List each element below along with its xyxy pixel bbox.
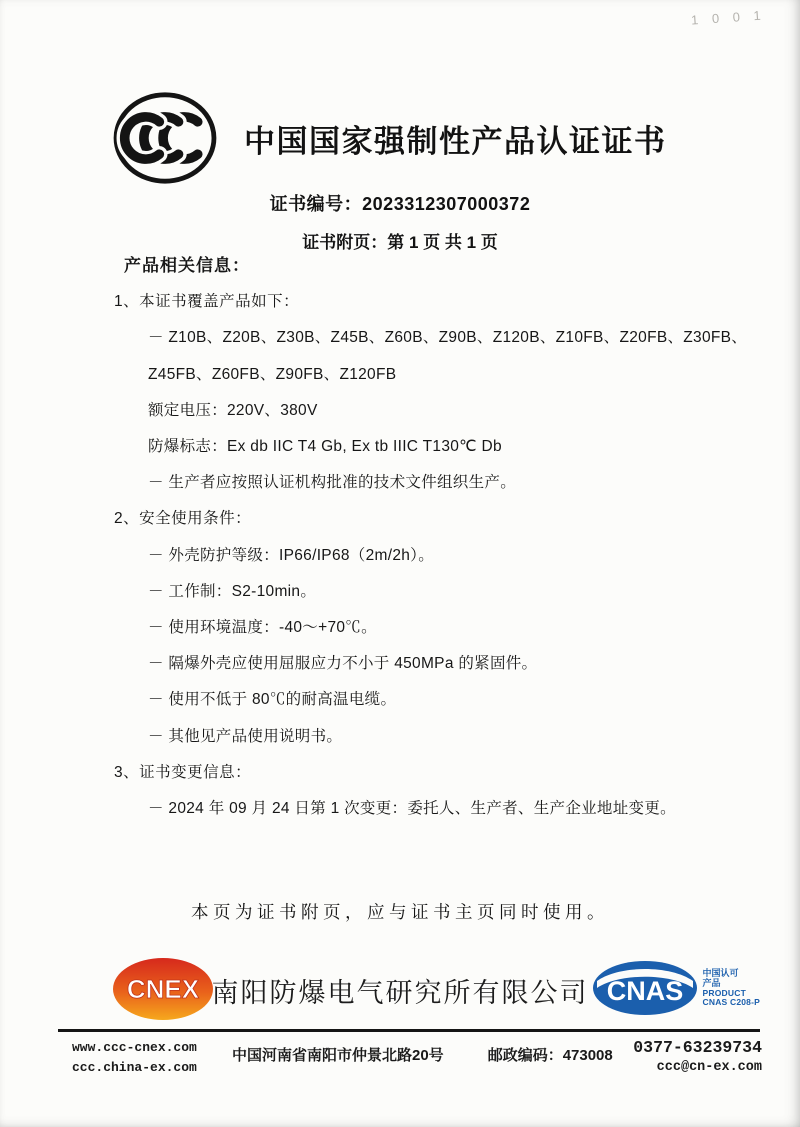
explosion-proof-marking-line: 防爆标志：Ex db IIC T4 Gb, Ex tb IIIC T130℃ Db	[148, 438, 502, 456]
website-secondary: ccc.china-ex.com	[72, 1060, 197, 1076]
cnas-accreditation-text	[703, 968, 760, 1008]
annex-usage-note: 本页为证书附页，应与证书主页同时使用。	[191, 902, 609, 922]
email-address: ccc@cn-ex.com	[656, 1060, 762, 1076]
footer-divider-rule	[58, 1029, 760, 1032]
cnex-wordmark: CNEX	[126, 974, 200, 1004]
certificate-header	[112, 90, 667, 186]
issuer-address: 中国河南省南阳市仲景北路20号	[232, 1047, 444, 1064]
product-information-section	[114, 248, 754, 827]
clause-safe-use-conditions: 2、安全使用条件：	[114, 510, 252, 528]
clause-covered-products: 1、本证书覆盖产品如下：	[114, 293, 300, 311]
section-title-product-info: 产品相关信息：	[124, 256, 250, 275]
footer-websites	[72, 1038, 197, 1078]
postal-code: 邮政编码：473008	[487, 1047, 613, 1064]
product-models-line-1: － Z10B、Z20B、Z30B、Z45B、Z60B、Z90B、Z120B、Z10FB、Z20FB、Z30FB、	[148, 329, 748, 347]
certificate-number-line	[0, 190, 800, 216]
enclosure-protection-line: － 外壳防护等级：IP66/IP68（2m/2h）。	[148, 546, 435, 564]
cnas-wordmark: CNAS	[606, 976, 683, 1006]
annex-page-label: 证书附页：	[302, 233, 388, 252]
website-primary: www.ccc-cnex.com	[72, 1040, 197, 1055]
issuer-organization-name: 南阳防爆电气研究所有限公司	[211, 978, 589, 1008]
footer-address-block	[232, 1044, 613, 1065]
change-record-line: － 2024 年 09 月 24 日第 1 次变更：委托人、生产者、生产企业地址变更。	[148, 800, 676, 818]
certificate-number-value: 2023312307000372	[362, 194, 531, 214]
phone-number: 0377-63239734	[633, 1038, 762, 1057]
fastener-requirement-line: － 隔爆外壳应使用屈服应力不小于 450MPa 的紧固件。	[148, 655, 538, 673]
contact-footer	[0, 1036, 800, 1096]
cnas-text-cn-product: 产品	[702, 978, 721, 989]
cnas-text-cn-accredited: 中国认可	[702, 967, 739, 978]
issuer-row	[0, 953, 800, 1027]
clause-certificate-changes: 3、证书变更信息：	[114, 763, 252, 781]
cable-requirement-line: － 使用不低于 80℃的耐高温电缆。	[148, 691, 397, 709]
duty-cycle-line: － 工作制：S2-10min。	[148, 582, 317, 600]
cnas-accreditation-logo	[591, 959, 760, 1017]
product-models-line-2: Z45FB、Z60FB、Z90FB、Z120FB	[148, 365, 397, 383]
rated-voltage-line: 额定电压：220V、380V	[148, 401, 318, 419]
ambient-temperature-line: － 使用环境温度：-40～+70℃。	[148, 619, 377, 637]
manual-reference-line: － 其他见产品使用说明书。	[148, 727, 343, 745]
production-requirement-line: － 生产者应按照认证机构批准的技术文件组织生产。	[148, 474, 517, 492]
annex-page-value: 第 1 页 共 1 页	[387, 233, 498, 252]
cnas-logo-icon	[591, 959, 699, 1017]
handwritten-corner-mark: 1 0 0 1	[690, 7, 767, 28]
certificate-number-label: 证书编号：	[269, 194, 363, 214]
certificate-title: 中国国家强制性产品认证证书	[244, 123, 667, 159]
cnas-scheme-code: CNAS C208-P	[702, 997, 760, 1008]
footer-contact-block	[633, 1036, 762, 1078]
cnas-text-en-product: PRODUCT	[702, 987, 746, 998]
ccc-certification-mark-icon	[112, 90, 218, 186]
